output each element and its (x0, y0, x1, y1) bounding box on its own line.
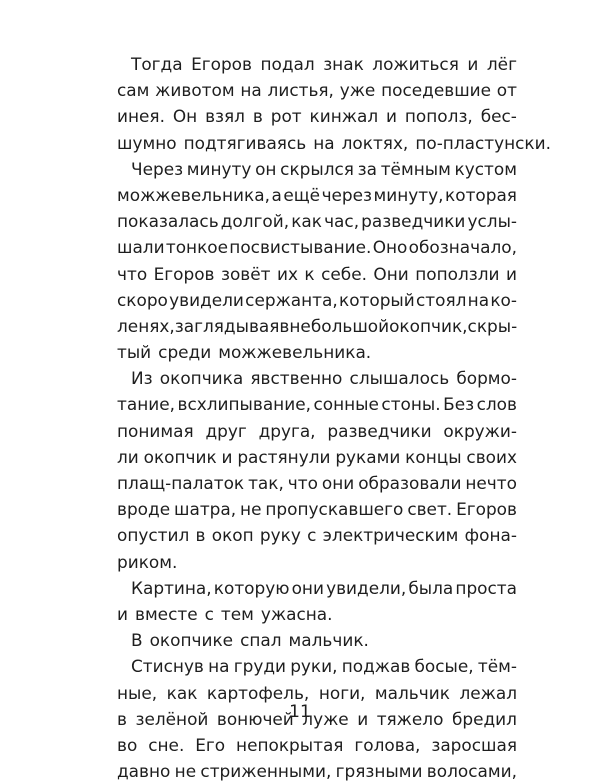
word: тёмным (380, 158, 451, 179)
word: образовали (358, 473, 462, 493)
word: Из (131, 368, 153, 389)
text-line (117, 418, 517, 444)
word: в (279, 315, 290, 336)
word: животом (155, 80, 235, 101)
word: пропускавшего (265, 499, 404, 520)
word: вонючей (216, 708, 294, 729)
word: бредил (451, 708, 517, 729)
word: тяжело (376, 708, 444, 729)
text-line (117, 156, 517, 182)
word: и (357, 708, 369, 729)
word: друга, (258, 420, 316, 441)
text-line (117, 653, 517, 679)
word: знак (323, 54, 364, 74)
word: электрическим (322, 525, 459, 546)
word: стриженными, (200, 761, 332, 782)
page-number: 11 (289, 702, 311, 722)
word: окопчике (149, 630, 234, 651)
text-line (117, 758, 517, 784)
text-line (117, 549, 517, 575)
text-line (117, 182, 517, 208)
word: с (204, 603, 214, 624)
word: долгой, (220, 211, 290, 232)
word: на (240, 80, 262, 101)
word: в (252, 106, 263, 127)
word: фона- (464, 525, 517, 546)
word: показалась (117, 211, 219, 232)
word: которая (445, 184, 517, 205)
word: тонкое (165, 237, 229, 258)
word: тём- (477, 656, 517, 677)
word: они (291, 577, 324, 598)
word: сам (117, 80, 150, 101)
word: от (496, 80, 517, 101)
word: к (304, 263, 315, 284)
word: разведчики (327, 420, 432, 441)
word: разведчики (361, 211, 466, 232)
word: зелёной (135, 708, 209, 729)
word: стоял (416, 289, 467, 310)
word: ленях, (117, 315, 175, 336)
word: всхлипывание, (177, 394, 311, 415)
word: за (357, 158, 378, 179)
word: ли (117, 446, 139, 467)
word: слышалось (349, 368, 450, 389)
word: локтях, (341, 132, 409, 153)
word: заглядывая (174, 315, 280, 336)
word: Егоров (456, 499, 517, 520)
word: они (321, 473, 355, 493)
word: окружи- (443, 420, 517, 441)
word: спал (240, 630, 282, 651)
word: шумно (117, 132, 177, 153)
word: вроде (117, 499, 171, 520)
word: окопчик, (389, 315, 468, 336)
word: не (240, 499, 262, 520)
word: на (313, 132, 335, 153)
word: мальчик (374, 682, 450, 703)
word: растянули (237, 446, 331, 467)
word: и (506, 263, 517, 284)
word: была (408, 577, 454, 598)
word: шатра, (174, 499, 237, 520)
word: ужасна. (260, 603, 333, 624)
word: и (386, 106, 397, 127)
text-line (117, 391, 517, 417)
word: не (174, 761, 197, 782)
word: минуту, (373, 184, 444, 205)
text-line (117, 339, 517, 365)
word: обозначало, (408, 237, 517, 258)
word: свет. (407, 499, 453, 520)
word: подтягиваясь (183, 132, 307, 153)
text-line (117, 732, 517, 758)
word: увидели, (326, 577, 407, 598)
word: Тогда (131, 54, 183, 74)
word: риком. (117, 551, 178, 572)
word: скрылся (280, 158, 354, 179)
word: их (276, 263, 298, 284)
word: Они (373, 263, 409, 284)
word: груди (233, 656, 286, 677)
word: поседевшие (381, 80, 492, 101)
word: на (208, 656, 230, 677)
word: кинжал (309, 106, 379, 127)
body-text (117, 51, 551, 784)
word: руку (259, 525, 301, 546)
text-line (117, 601, 517, 627)
word: Егоров (191, 54, 252, 74)
word: заросшая (431, 734, 517, 755)
word: которую (213, 577, 290, 598)
word: который (339, 289, 415, 310)
word: кустом (454, 158, 517, 179)
word: сержанта, (245, 289, 338, 310)
word: волосами, (426, 761, 517, 782)
word: вместе (134, 603, 198, 624)
word: опустил (117, 525, 190, 546)
word: Без (443, 394, 475, 415)
word: Его (195, 734, 226, 755)
word: час, (324, 211, 360, 232)
word: В (131, 630, 143, 651)
word: уже (339, 80, 376, 101)
word: как (291, 211, 322, 232)
word: ные, (117, 682, 158, 703)
word: Он (172, 106, 198, 127)
word: Через (131, 158, 184, 179)
text-line (117, 51, 517, 77)
word: поползли (415, 263, 500, 284)
word: нечто (465, 473, 517, 493)
word: проста (455, 577, 517, 598)
text-line (117, 261, 517, 287)
text-line (117, 522, 517, 548)
word: себе. (321, 263, 367, 284)
word: взял (205, 106, 245, 127)
word: увидели (169, 289, 244, 310)
word: он (255, 158, 277, 179)
word: в (117, 708, 127, 729)
word: скоро (117, 289, 168, 310)
word: с (307, 525, 317, 546)
text-line (117, 496, 517, 522)
word: тый (117, 342, 152, 363)
word: поджав (341, 656, 411, 677)
word: босые, (414, 656, 474, 677)
word: окоп (211, 525, 254, 546)
word: рот (270, 106, 302, 127)
word: бормо- (456, 368, 517, 389)
word: и (117, 603, 128, 624)
text-line (117, 313, 517, 339)
word: шали (117, 237, 165, 258)
word: концы (405, 446, 462, 467)
word: а (271, 184, 282, 205)
word: подал (260, 54, 315, 74)
word: зовёт (220, 263, 271, 284)
word: непокрытая (236, 734, 344, 755)
word: своих (466, 446, 517, 467)
word: можжевельника, (117, 184, 270, 205)
word: небольшой (289, 315, 390, 336)
text-line (117, 77, 517, 103)
word: что (287, 473, 318, 493)
word: в (195, 525, 206, 546)
word: друг (205, 420, 247, 441)
word: окопчика (159, 368, 244, 389)
word: посвистывание. (229, 237, 372, 258)
text-line (117, 103, 517, 129)
word: голова, (354, 734, 421, 755)
word: что (117, 263, 148, 284)
word: Оно (372, 237, 408, 258)
text-line (117, 444, 517, 470)
text-line (117, 575, 517, 601)
word: инея. (117, 106, 165, 127)
word: грязными (335, 761, 423, 782)
word: стоны. (381, 394, 441, 415)
word: скры- (467, 315, 518, 336)
word: во (117, 734, 138, 755)
word: окопчик (143, 446, 217, 467)
word: Картина, (131, 577, 212, 598)
word: давно (117, 761, 171, 782)
word: на (467, 289, 490, 310)
word: Стиснув (131, 656, 204, 677)
word: луже (302, 708, 349, 729)
text-line (117, 130, 551, 156)
word: и (467, 54, 479, 74)
word: тем (220, 603, 254, 624)
word: руками (335, 446, 401, 467)
word: мальчик. (288, 630, 369, 651)
text-line (117, 627, 517, 653)
word: руки, (290, 656, 338, 677)
text-line (117, 287, 517, 313)
word: сне. (148, 734, 185, 755)
word: ложиться (372, 54, 459, 74)
word: ко- (490, 289, 517, 310)
word: явственно (250, 368, 343, 389)
word: как (166, 682, 198, 703)
word: картофель, (206, 682, 310, 703)
word: лежал (459, 682, 517, 703)
text-line (117, 470, 517, 496)
word: можжевельника. (218, 342, 372, 363)
word: ноги, (318, 682, 366, 703)
text-line (117, 234, 517, 260)
text-line (117, 208, 517, 234)
word: тание, (117, 394, 175, 415)
word: по-пластунски. (415, 132, 551, 153)
word: бес- (480, 106, 517, 127)
word: через (321, 184, 373, 205)
word: Егоров (153, 263, 215, 284)
word: понимая (117, 420, 194, 441)
word: услы- (467, 211, 517, 232)
word: листья, (267, 80, 334, 101)
word: слов (476, 394, 517, 415)
word: среди (158, 342, 212, 363)
text-line (117, 365, 517, 391)
word: и (221, 446, 233, 467)
word: ещё (283, 184, 321, 205)
word: лёг (486, 54, 517, 74)
word: пополз, (404, 106, 473, 127)
word: так, (248, 473, 284, 493)
word: сонные (313, 394, 379, 415)
word: минуту (186, 158, 252, 179)
word: плащ-палаток (117, 473, 245, 493)
